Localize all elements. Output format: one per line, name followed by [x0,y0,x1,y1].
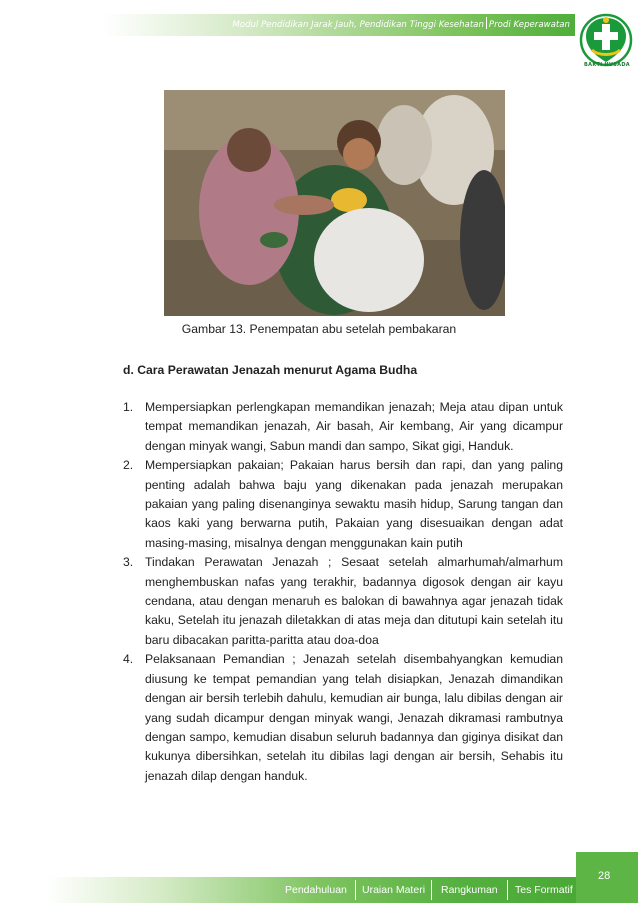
logo-caption: BAKTI HUSADA [584,62,630,68]
list-item [123,650,563,786]
list-item-text: Pelaksanaan Pemandian ; Jenazah setelah disembahyangkan kemudian diusung ke tempat pemandian yang telah disiapkan, Jenazah dimandikan dengan air bersih terlebih dahulu, kemudian air bunga, lalu dibilas dengan air yang sudah dicampur dengan minyak wangi, Jenazah dikramasi rambutnya dengan sampo, kemudian disabun seluruh badannya dan giginya disikat dan kukunya dibersihkan, setelah itu dibilas lagi dengan air bersih, Sehabis itu jenazah dilap dengan handuk. [145,652,563,783]
nav-divider [431,880,432,900]
page-number: 28 [598,870,611,882]
list-item-text: Mempersiapkan perlengkapan memandikan jenazah; Meja atau dipan untuk tempat memandikan jenazah, Air basah, Air kembang, Air yang dicampur dengan minyak wangi, Sabun mandi dan sampo, Sikat gigi, Handuk. [145,400,563,453]
list-item-number: 2. [123,458,134,473]
list-item-number: 1. [123,400,134,414]
header-program-text: Prodi Keperawatan [488,20,570,30]
header-text [0,17,570,30]
figure-caption: Gambar 13. Penempatan abu setelah pembakaran [181,322,457,336]
nav-pendahuluan[interactable]: Pendahuluan [285,884,347,896]
section-title: d. Cara Perawatan Jenazah menurut Agama Budha [123,363,418,377]
nav-divider [355,880,356,900]
bakti-husada-logo-icon [578,6,634,82]
nav-divider [507,880,508,900]
procedure-list [123,398,563,786]
header-module-text: Modul Pendidikan Jarak Jauh, Pendidikan Tinggi Kesehatan [232,20,484,30]
nav-tes-formatif[interactable]: Tes Formatif [515,884,573,896]
header-separator [486,17,487,29]
list-item [123,456,563,553]
nav-rangkuman[interactable]: Rangkuman [441,884,498,896]
list-item [123,553,563,650]
list-item-text: Tindakan Perawatan Jenazah ; Sesaat setelah almarhumah/almarhum menghembuskan nafas yang terakhir, badannya digosok dengan air kayu cendana, atau dengan menaruh es balokan di bawahnya agar jenazah tidak kaku, Setelah itu jenazah diletakkan di atas meja dan ditutupi kain setelah itu baru dibacakan paritta-paritta atau doa-doa [145,555,563,647]
nav-uraian-materi[interactable]: Uraian Materi [362,884,426,896]
list-item-text: Mempersiapkan pakaian; Pakaian harus bersih dan rapi, dan yang paling penting adalah bahwa baju yang dikenakan pada jenazah merupakan pakaian yang paling disenanginya sewaktu masih hidup, Sarung tangan dan kaos kaki yang berwarna putih, Pakaian yang disesuaikan dengan adat masing-masing, misalnya dengan menggunakan kain putih [145,458,563,550]
figure-photo [164,90,505,316]
list-item-number: 3. [123,555,134,570]
footer-nav [0,877,576,903]
list-item [123,398,563,456]
list-item-number: 4. [123,652,134,667]
